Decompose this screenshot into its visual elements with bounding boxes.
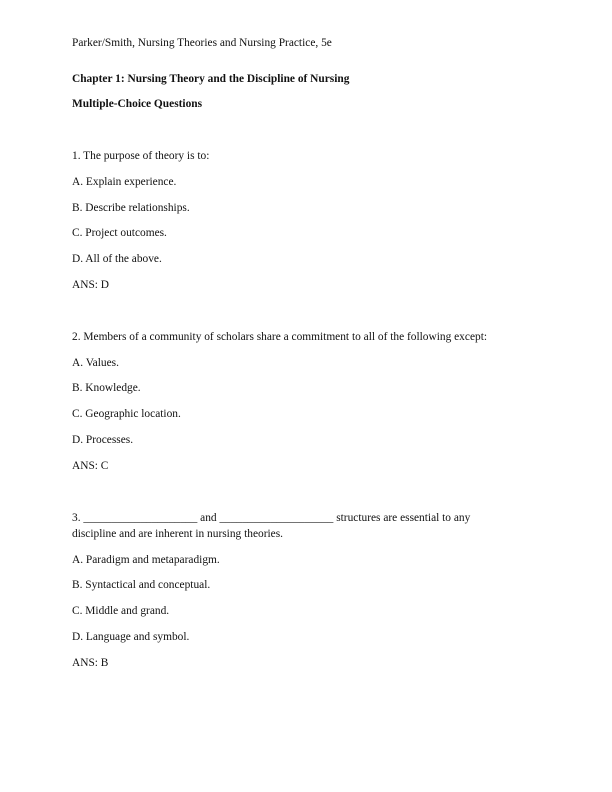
question-2-option-a: A. Values.	[72, 357, 119, 369]
question-3-option-d: D. Language and symbol.	[72, 631, 190, 643]
question-2-stem: 2. Members of a community of scholars share a commitment to all of the following except:	[72, 331, 488, 343]
question-1-option-b: B. Describe relationships.	[72, 202, 190, 214]
question-1-answer: ANS: D	[72, 279, 110, 291]
question-2-answer: ANS: C	[72, 460, 109, 472]
question-2-option-b: B. Knowledge.	[72, 382, 141, 394]
question-3-option-a: A. Paradigm and metaparadigm.	[72, 554, 220, 566]
question-2-option-d: D. Processes.	[72, 434, 134, 446]
question-3-option-b: B. Syntactical and conceptual.	[72, 579, 211, 591]
question-3-option-c: C. Middle and grand.	[72, 605, 170, 617]
question-1-option-d: D. All of the above.	[72, 253, 162, 265]
running-header: Parker/Smith, Nursing Theories and Nursing Practice, 5e	[72, 37, 332, 49]
question-2-option-c: C. Geographic location.	[72, 408, 181, 420]
section-title: Multiple-Choice Questions	[72, 98, 203, 110]
chapter-title: Chapter 1: Nursing Theory and the Discipline of Nursing	[72, 73, 350, 85]
question-3-stem-line-1: 3. ____________________ and ____________________ structures are essential to any	[72, 512, 471, 524]
question-1-option-a: A. Explain experience.	[72, 176, 177, 188]
question-1-stem: 1. The purpose of theory is to:	[72, 150, 210, 162]
question-3-answer: ANS: B	[72, 657, 109, 669]
question-1-option-c: C. Project outcomes.	[72, 227, 167, 239]
question-3-stem-line-2: discipline and are inherent in nursing theories.	[72, 528, 283, 540]
